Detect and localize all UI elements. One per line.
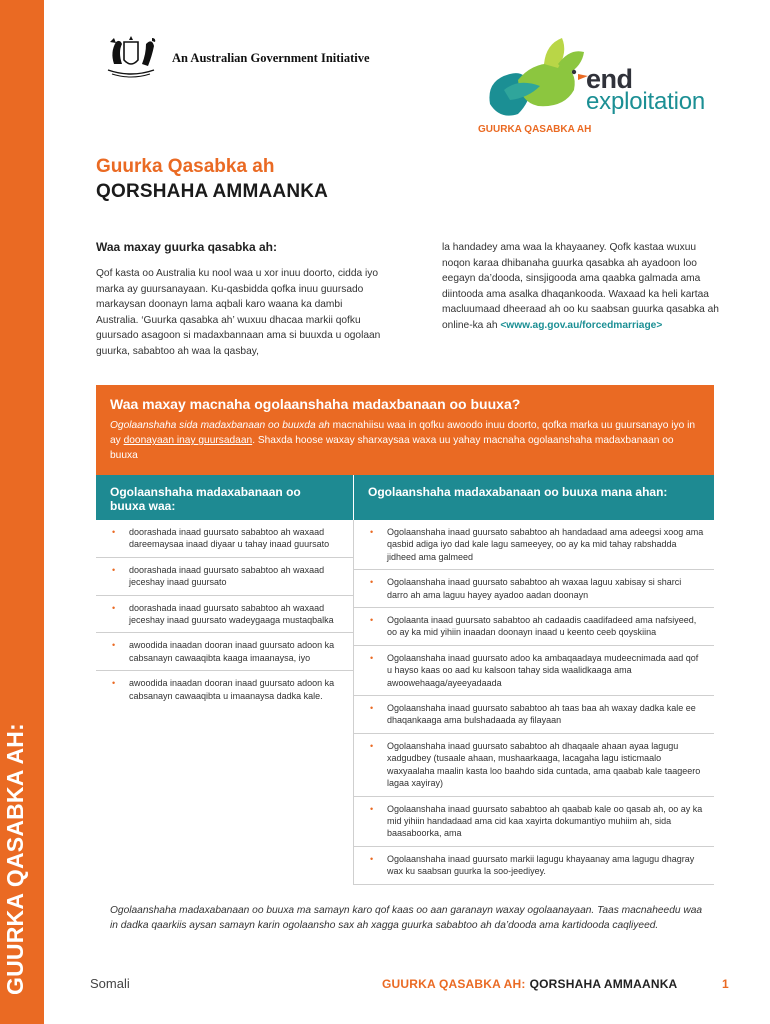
table-cell-text: Ogolaanshaha inaad guursato sababtoo ah dhaqaale ahaan ayaa lagugu xadgudbey (tusaale ahaan, mushaarkaaga, lacagaha lagu isticmaalo waxyaalaha maalin kasta loo baahdo sida cuntada, ama qaabab kale taageero lagaa xayiray) — [387, 740, 701, 789]
consent-box-text-2: . Shaxda hoose waxay sharxaysaa waxa uu yahay macnaha ogolaanshaha madaxbanaan oo buuxa — [110, 435, 674, 461]
bullet-icon: • — [370, 740, 374, 751]
footer-title — [382, 977, 677, 991]
table-header-left: Ogolaanshaha madaxabanaan oo buuxa waa: — [96, 475, 354, 520]
table-row — [354, 847, 714, 885]
table-row — [96, 520, 353, 558]
table-cell-text: Ogolaanshaha inaad guursato sababtoo ah waxaa laguu xabisay si sharci darro ah ama laguu hayey ayadoo aadan doonayn — [387, 577, 682, 600]
end-exploitation-logo — [484, 34, 744, 124]
table-cell-text: Ogolaanshaha inaad guursato markii lagugu khayaanay ama lagugu dhagray wax ku saabsan guurka la soo-jeediyey. — [387, 853, 695, 877]
table-cell-text: Ogolaanshaha inaad guursato sababtoo ah qaabab kale oo qasab ah, oo ay ka mid yihiin handadaad ama cid kaa xayirta dokumantiyo muhiim ah, sida baasaboorka, ama — [387, 803, 703, 839]
table-row — [354, 608, 714, 646]
intro-text-left: Qof kasta oo Australia ku nool waa u xor inuu doorto, cidda iyo marka ay guursanayaan. Ku-qasbidda qofka inuu guursado markaysan doonayn lama aqbali karo waana ka dambi Australia. ‘Guurka qasabka ah’ wuxuu dhacaa markii qofku guursado asagoon si madaxbannaan ama si buuxda u ogolaan guurka, sababtoo ah waa la qasbay, — [96, 268, 381, 357]
coat-of-arms-icon — [96, 34, 166, 82]
bullet-icon: • — [370, 703, 374, 714]
bullet-icon: • — [112, 678, 116, 689]
consent-box-italic: Ogolaanshaha sida madaxbanaan oo buuxda ah — [110, 420, 330, 431]
table-cell-text: awoodida inaadan dooran inaad guursato adoon ka cabsanayn cawaaqibta u imaanaysa dadka kale. — [129, 678, 335, 701]
table-row — [96, 633, 353, 671]
bullet-icon: • — [112, 527, 116, 537]
table-cell-text: Ogolaanta inaad guursato sababtoo ah cadaadis caadifadeed ama nafsiyeed, oo ay ka mid yihiin inaadan doonayn inaad u keento ceeb qoyskiina — [387, 615, 697, 638]
page-title: Guurka Qasabka ah — [96, 156, 275, 177]
logo-word-end: end — [586, 64, 633, 94]
intro-text-right-body: la handadey ama waa la khayaaney. Qofk kastaa wuxuu noqon karaa dhibanaha guurka qasabka ah ayadoon loo eegayn da’dooda, sinsjigooda ama qaabka galmada ama diintooda ama asalka dhaqankooda. Waxaad ka heli kartaa macluumaad dheeraad ah oo ku saabsan guurka qasabka ah online-ka ah — [442, 242, 719, 331]
consent-box-body — [110, 418, 700, 463]
table-column-right — [354, 520, 714, 885]
footnote: Ogolaanshaha madaxabanaan oo buuxa ma samayn karo qof kaas oo aan garanayn waxay ogolaanayaan. Taas macnaheedu waa in dadka qaarkiis aysan samayn karin ogolaansho sax ah xagga guurka sababtoo ah da’dooda ama kartidooda caqliyeed. — [110, 905, 703, 931]
page-subtitle: QORSHAHA AMMAANKA — [96, 181, 329, 202]
consent-info-box — [96, 385, 714, 475]
gov-header — [96, 34, 370, 82]
table-row — [354, 646, 714, 696]
bullet-icon: • — [370, 652, 374, 663]
table-column-left — [96, 520, 354, 885]
consent-box-underlined: doonayaan inay guursadaan — [123, 435, 253, 446]
logo-word-exploitation: exploitation — [586, 88, 706, 115]
bullet-icon: • — [370, 527, 374, 537]
table-row — [354, 734, 714, 797]
table-body — [96, 520, 714, 885]
table-cell-text: doorashada inaad guursato sababtoo ah waxaad jeceshay inaad guursato wadeygaaga mustaqbalka — [129, 602, 334, 626]
table-header-row — [96, 475, 714, 520]
consent-table — [96, 475, 714, 885]
footer-language: Somali — [90, 976, 130, 991]
gov-initiative-text: An Australian Government Initiative — [172, 50, 370, 65]
table-row — [354, 696, 714, 734]
header-tag: GUURKA QASABKA AH — [478, 124, 592, 135]
consent-box-text-1: macnahiisu waa in qofku awoodo inuu doorto, qofka marka uu guursanayo iyo in ay — [110, 420, 696, 446]
table-row — [354, 520, 714, 570]
table-header-right: Ogolaanshaha madaxabanaan oo buuxa mana ahan: — [368, 485, 668, 499]
table-row — [96, 671, 353, 708]
consent-box-heading: Waa maxay macnaha ogolaanshaha madaxbanaan oo buuxa? — [110, 396, 521, 412]
bullet-icon: • — [112, 602, 116, 613]
table-cell-text: Ogolaanshaha inaad guursato sababtoo ah handadaad ama adeegsi xoog ama qasbid adiga iyo dad kale lagu sameeyey, oo ay ka mid tahay rabshadda jidheed ama galmeed — [387, 527, 704, 562]
bullet-icon: • — [112, 564, 116, 575]
side-title: GUURKA QASABKA AH: — [2, 723, 28, 995]
bullet-icon: • — [370, 803, 374, 814]
bullet-icon: • — [370, 853, 374, 864]
table-row — [354, 797, 714, 847]
bullet-icon: • — [370, 615, 374, 626]
footer-title-dark: QORSHAHA AMMAANKA — [529, 977, 678, 991]
intro-text-right — [442, 240, 724, 334]
bullet-icon: • — [370, 577, 374, 588]
table-row — [354, 570, 714, 608]
table-row — [96, 596, 353, 634]
side-bar — [0, 0, 44, 1024]
table-row — [96, 558, 353, 596]
table-cell-text: Ogolaanshaha inaad guursato sababtoo ah taas baa ah waxay dadka kale ee dhaqankaaga ama bulshadaada ay filayaan — [387, 703, 696, 726]
table-cell-text: doorashada inaad guursato sababtoo ah waxaad dareemaysaa inaad diyaar u tahay inaad guursato — [129, 527, 330, 550]
forced-marriage-link[interactable]: <www.ag.gov.au/forcedmarriage> — [500, 319, 663, 331]
bullet-icon: • — [112, 640, 116, 651]
page-number: 1 — [722, 977, 729, 991]
table-cell-text: awoodida inaadan dooran inaad guursato adoon ka cabsanayn cawaaqibta kaaga imaanaysa, iyo — [129, 640, 335, 663]
intro-heading: Waa maxay guurka qasabka ah: — [96, 240, 277, 254]
footer-title-orange: GUURKA QASABKA AH: — [382, 977, 526, 991]
table-cell-text: doorashada inaad guursato sababtoo ah waxaad jeceshay inaad guursato — [129, 564, 325, 588]
table-cell-text: Ogolaanshaha inaad guursato adoo ka ambaqaadaya mudeecnimada aad qof u hayso kaas oo aad ku kalsoon tahay sida waalidkaaga ama awoowehaaga/ayeeyadaada — [387, 652, 699, 688]
